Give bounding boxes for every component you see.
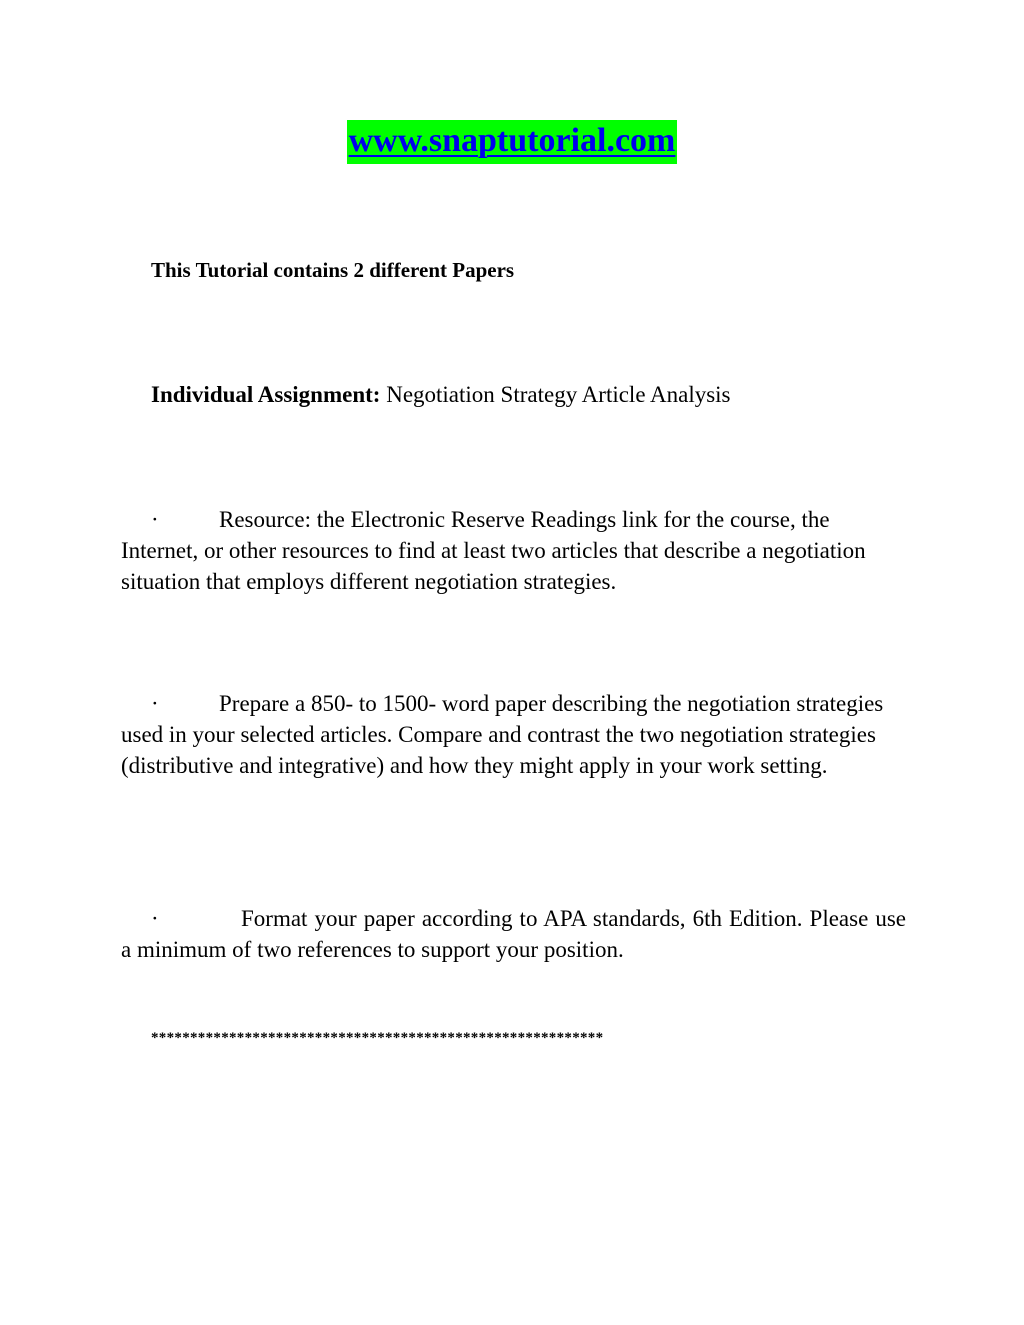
- bullet-marker: ·: [151, 507, 159, 532]
- site-link[interactable]: www.snaptutorial.com: [347, 120, 678, 164]
- tutorial-subtitle: This Tutorial contains 2 different Papers: [151, 258, 515, 282]
- bullet-text: Format your paper according to APA standards, 6th Edition. Please use a minimum of two references to support your position.: [121, 906, 906, 962]
- asterisk-separator: **********************************************************: [151, 1030, 604, 1046]
- bullet-text: Prepare a 850- to 1500- word paper describing the negotiation strategies used in your selected articles. Compare and contrast the two negotiation strategies (distributive and integrative) and how they might apply in your work setting.: [121, 691, 884, 778]
- assignment-title: Negotiation Strategy Article Analysis: [380, 382, 731, 407]
- bullet-item-resource: [121, 504, 906, 597]
- assignment-heading: [151, 382, 731, 408]
- bullet-text: Resource: the Electronic Reserve Readings link for the course, the Internet, or other resources to find at least two articles that describe a negotiation situation that employs different negotiation strategies.: [121, 507, 866, 594]
- bullet-item-format: [121, 903, 906, 965]
- bullet-item-prepare: [121, 688, 906, 781]
- bullet-marker: ·: [151, 906, 159, 931]
- bullet-marker: ·: [151, 691, 159, 716]
- site-link-container: [0, 120, 1024, 164]
- assignment-label: Individual Assignment:: [151, 382, 381, 407]
